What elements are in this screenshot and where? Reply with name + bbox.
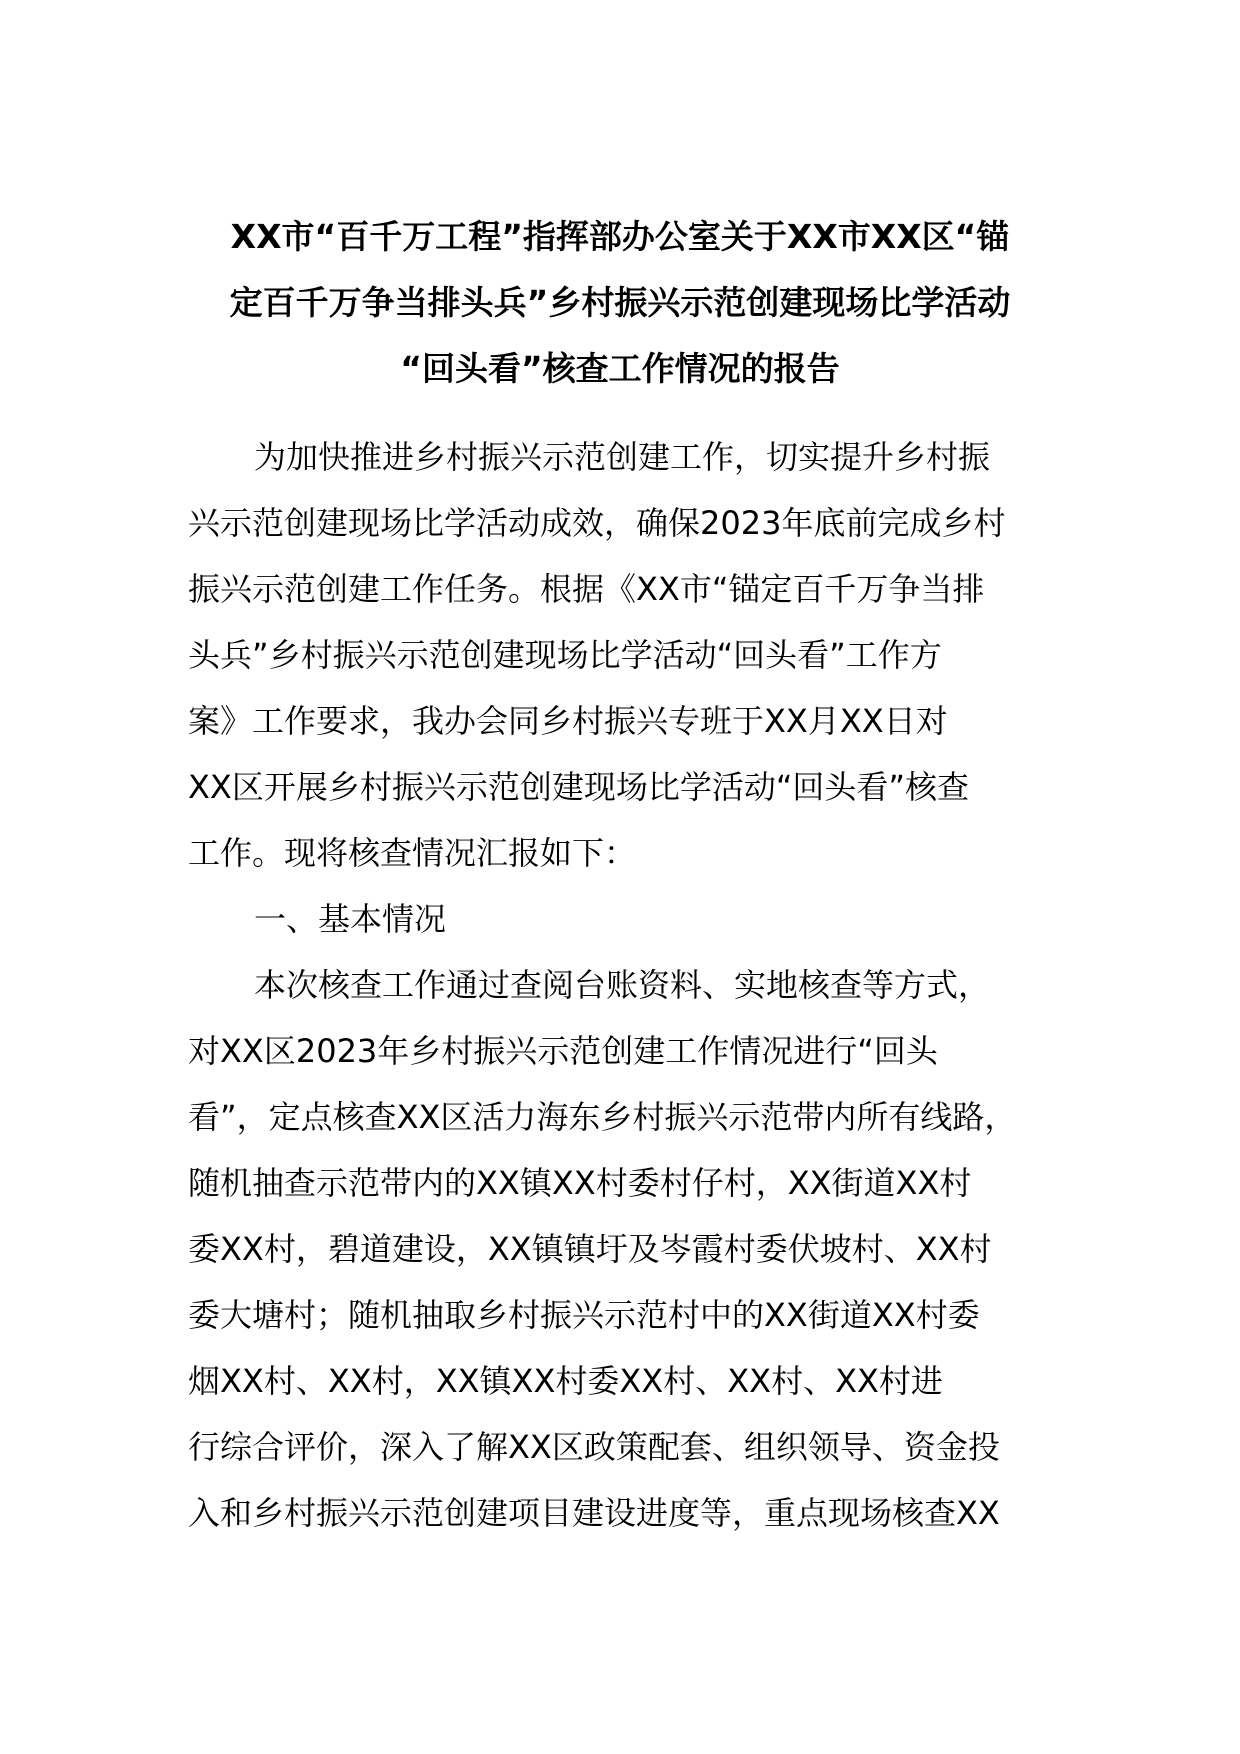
paragraph-line: XX区开展乡村振兴示范创建现场比学活动“回头看”核查	[188, 768, 970, 806]
paragraph-line: 委XX村，碧道建设，XX镇镇圩及岑霞村委伏坡村、XX村	[188, 1230, 992, 1268]
title-line-1: XX市“百千万工程”指挥部办公室关于XX市XX区“锚	[230, 217, 1010, 256]
paragraph-line: 行综合评价，深入了解XX区政策配套、组织领导、资金投	[188, 1428, 1000, 1466]
section-paragraph	[188, 952, 1068, 1546]
title-line-2: 定百千万争当排头兵”乡村振兴示范创建现场比学活动	[229, 283, 1011, 322]
paragraph-line: 委大塘村；随机抽取乡村振兴示范村中的XX街道XX村委	[188, 1296, 980, 1334]
document-title	[188, 204, 1052, 402]
paragraph-line: 工作。现将核查情况汇报如下：	[188, 834, 637, 872]
paragraph-line: 为加快推进乡村振兴示范创建工作，切实提升乡村振	[254, 438, 991, 476]
paragraph-line: 头兵”乡村振兴示范创建现场比学活动“回头看”工作方	[188, 636, 942, 674]
paragraph-line: 入和乡村振兴示范创建项目建设进度等，重点现场核查XX	[188, 1494, 1000, 1532]
intro-paragraph	[188, 424, 1068, 886]
paragraph-line: 对XX区2023年乡村振兴示范创建工作情况进行“回头	[188, 1032, 938, 1070]
paragraph-line: 烟XX村、XX村，XX镇XX村委XX村、XX村、XX村进	[188, 1362, 943, 1400]
paragraph-line: 看”，定点核查XX区活力海东乡村振兴示范带内所有线路，	[188, 1098, 1017, 1136]
section-heading: 一、基本情况	[254, 900, 447, 938]
paragraph-line: 随机抽查示范带内的XX镇XX村委村仔村，XX街道XX村	[188, 1164, 972, 1202]
paragraph-line: 振兴示范创建工作任务。根据《XX市“锚定百千万争当排	[188, 570, 985, 608]
paragraph-line: 案》工作要求，我办会同乡村振兴专班于XX月XX日对	[188, 702, 948, 740]
document-body	[188, 424, 1068, 1546]
paragraph-line: 兴示范创建现场比学活动成效，确保2023年底前完成乡村	[188, 504, 1006, 542]
title-line-3: “回头看”核查工作情况的报告	[400, 349, 840, 388]
paragraph-line: 本次核查工作通过查阅台账资料、实地核查等方式，	[254, 966, 991, 1004]
